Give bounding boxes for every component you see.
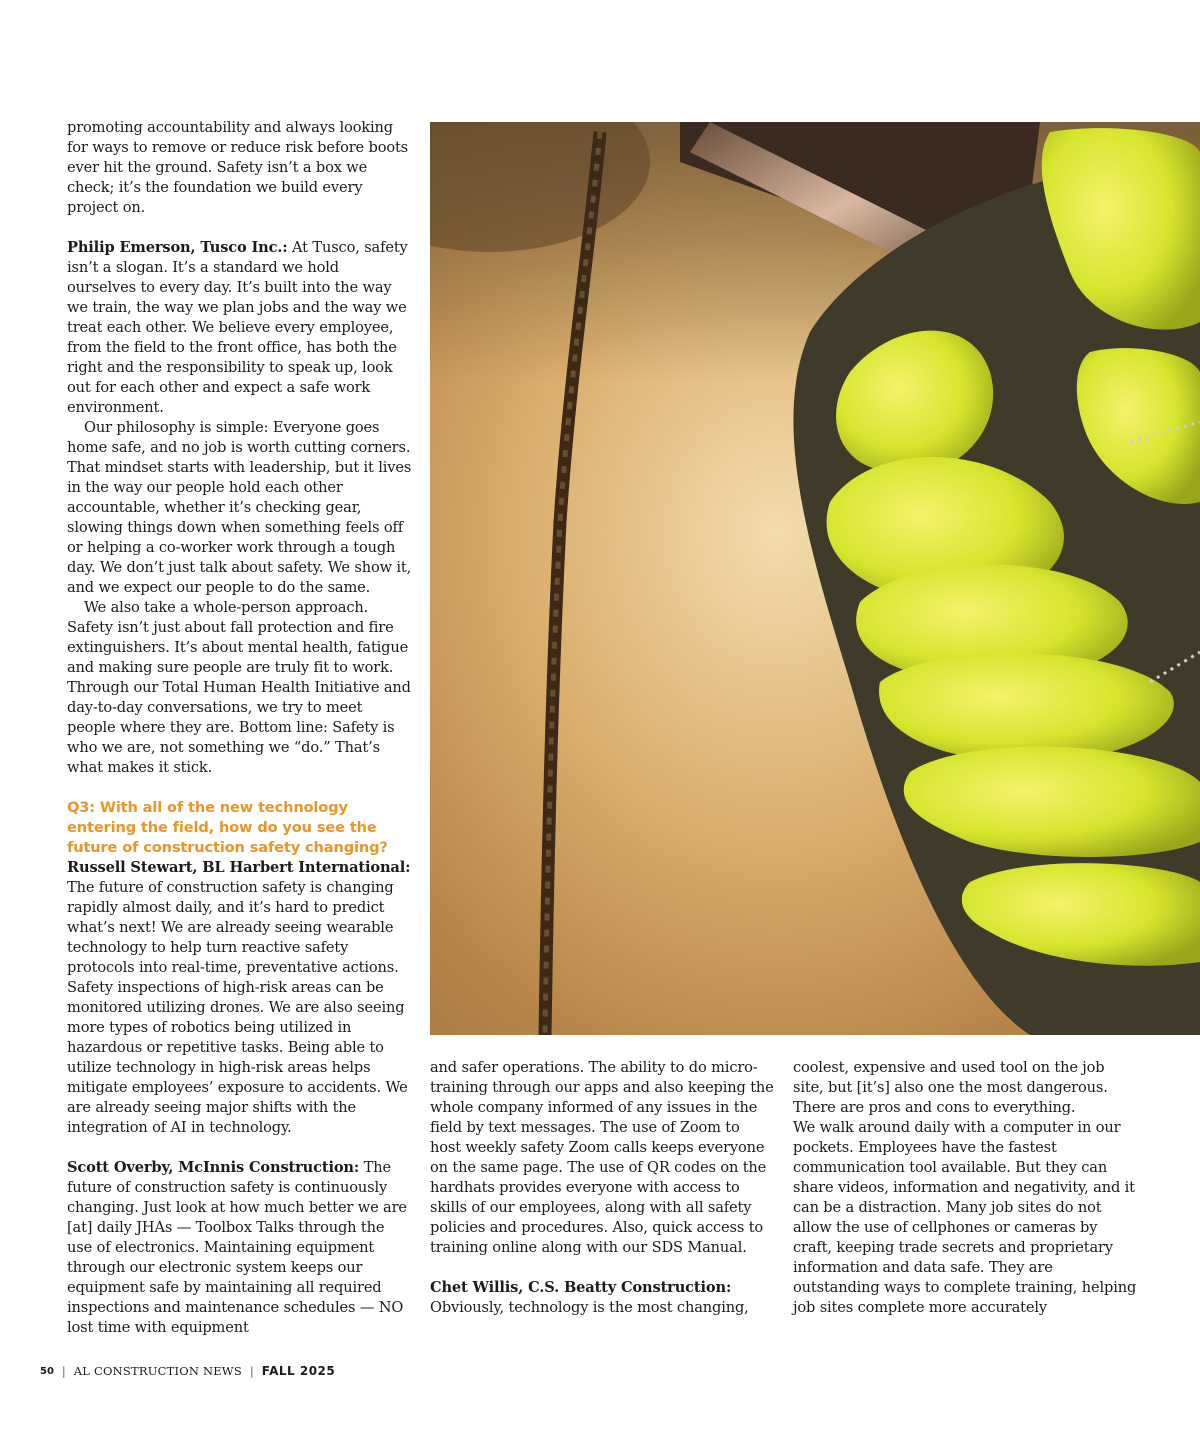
paragraph: We walk around daily with a computer in our pockets. Employees have the fastest communication tool available. But they can share videos, information and negativity, and it can be a distraction. Many job sites do not allow the use of cellphones or cameras by craft, keeping trade secrets and proprietary information and data safe. They are outstanding ways to complete training, helping job sites complete more accurately (793, 1119, 1137, 1316)
paragraph (67, 238, 412, 418)
answer-text: At Tusco, safety isn’t a slogan. It’s a standard we hold ourselves to every day. It’s built into the way we train, the way we plan jobs and the way we treat each other. We believe every employee, from the field to the front office, has both the right and the responsibility to speak up, look out for each other and expect a safe work environment. (67, 239, 408, 416)
speaker-name: Russell Stewart, BL Harbert International: (67, 859, 411, 876)
answer-text: The future of construction safety is changing rapidly almost daily, and it’s hard to predict what’s next! We are already seeing wearable technology to help turn reactive safety protocols into real-time, preventative actions. Safety inspections of high-risk areas can be monitored utilizing drones. We are also seeing more types of robotics being utilized in hazardous or repetitive tasks. Being able to utilize technology in high-risk areas helps mitigate employees’ exposure to accidents. We are already seeing major shifts with the integration of AI in technology. (67, 879, 408, 1136)
answer-text: The future of construction safety is continuously changing. Just look at how much better we are [at] daily JHAs — Toolbox Talks through the use of electronics. Maintaining equipment through our electronic system keeps our equipment safe by maintaining all required inspections and maintenance schedules — NO lost time with equipment (67, 1159, 407, 1336)
issue-label: FALL 2025 (261, 1364, 336, 1378)
article-column-1 (67, 118, 412, 1338)
speaker-name: Philip Emerson, Tusco Inc.: (67, 239, 288, 256)
paragraph (430, 1278, 775, 1318)
page-footer (40, 1364, 335, 1378)
answer-text: Obviously, technology is the most changing, (430, 1299, 749, 1316)
paragraph: coolest, expensive and used tool on the job site, but [it’s] also one the most dangerous. There are pros and cons to everything. (793, 1059, 1108, 1116)
speaker-name: Scott Overby, McInnis Construction: (67, 1159, 360, 1176)
paragraph: We also take a whole-person approach. Safety isn’t just about fall protection and fire extinguishers. It’s about mental health, fatigue and making sure people are truly fit to work. Through our Total Human Health Initiative and day-to-day conversations, we try to meet people where they are. Bottom line: Safety is who we are, not something we “do.” That’s what makes it stick. (67, 599, 411, 776)
page-number: 50 (40, 1365, 54, 1377)
footer-separator: | (249, 1364, 254, 1378)
glove-rope-photo (430, 122, 1200, 1035)
article-column-3 (793, 1058, 1138, 1318)
footer-separator: | (61, 1364, 66, 1378)
magazine-name: AL CONSTRUCTION NEWS (73, 1364, 242, 1378)
paragraph (67, 858, 412, 1138)
paragraph: Our philosophy is simple: Everyone goes home safe, and no job is worth cutting corners. That mindset starts with leadership, but it lives in the way our people hold each other accountable, whether it’s checking gear, slowing things down when something feels off or helping a co-worker work through a tough day. We don’t just talk about safety. We show it, and we expect our people to do the same. (67, 419, 412, 596)
article-column-2 (430, 1058, 775, 1318)
paragraph (67, 1158, 412, 1338)
question-heading: Q3: With all of the new technology entering the field, how do you see the future of construction safety changing? (67, 799, 388, 856)
paragraph: promoting accountability and always looking for ways to remove or reduce risk before boots ever hit the ground. Safety isn’t a box we check; it’s the foundation we build every project on. (67, 119, 409, 216)
speaker-name: Chet Willis, C.S. Beatty Construction: (430, 1279, 732, 1296)
paragraph: and safer operations. The ability to do micro-training through our apps and also keeping the whole company informed of any issues in the field by text messages. The use of Zoom to host weekly safety Zoom calls keeps everyone on the same page. The use of QR codes on the hardhats provides everyone with access to skills of our employees, along with all safety policies and procedures. Also, quick access to training online along with our SDS Manual. (430, 1059, 774, 1256)
